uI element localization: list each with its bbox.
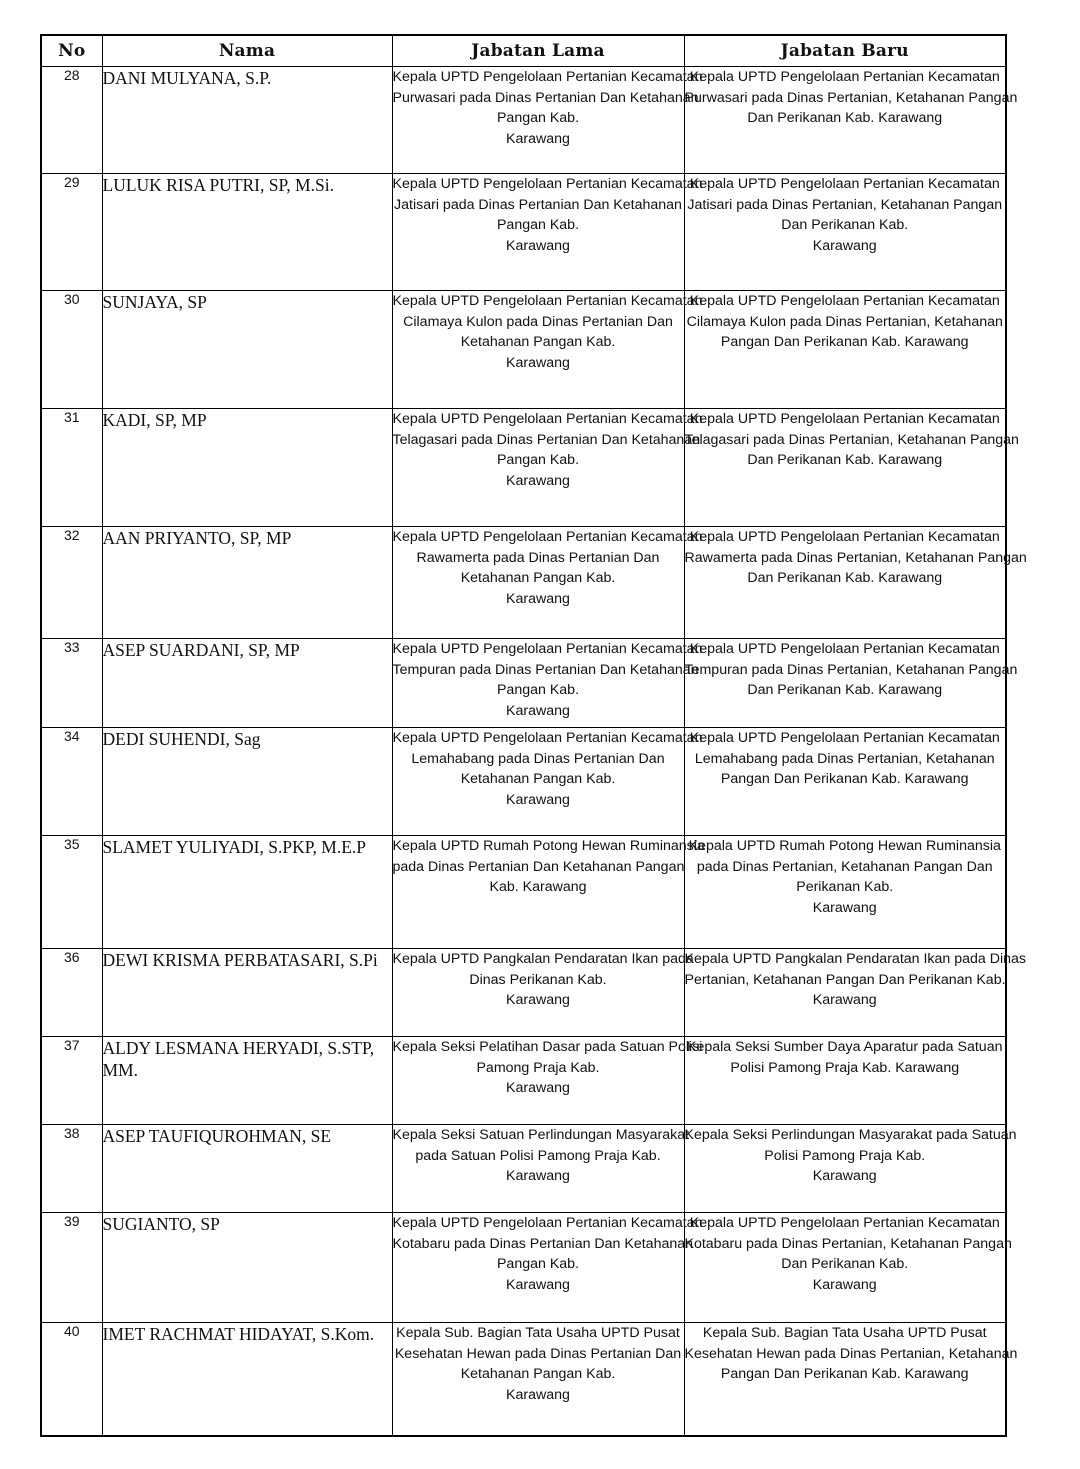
position-line: Pangan Kab. bbox=[496, 452, 580, 468]
position-line: Kepala UPTD Pengelolaan Pertanian Kecamatan bbox=[689, 69, 1000, 85]
position-line: Pangan Dan Perikanan Kab. Karawang bbox=[720, 771, 969, 787]
position-line: Cilamaya Kulon pada Dinas Pertanian Dan bbox=[403, 313, 673, 330]
new-position bbox=[684, 949, 1027, 1037]
table-row bbox=[41, 527, 1006, 639]
position-line: Kepala UPTD Pengelolaan Pertanian Kecamatan bbox=[689, 641, 1000, 657]
position-line: Karawang bbox=[506, 590, 570, 607]
position-change-table bbox=[40, 34, 1027, 1437]
position-line: Kepala UPTD Pangkalan Pendaratan Ikan pada bbox=[392, 951, 694, 967]
table-row bbox=[41, 949, 1006, 1037]
employee-name: IMET RACHMAT HIDAYAT, S.Kom. bbox=[102, 1323, 392, 1436]
position-line: Kepala UPTD Pengelolaan Pertanian Kecamatan bbox=[689, 293, 1000, 309]
new-position bbox=[684, 639, 1018, 728]
table-row bbox=[41, 1125, 1006, 1213]
old-position bbox=[392, 728, 703, 836]
position-line: Karawang bbox=[506, 992, 570, 1008]
position-line: Kepala UPTD Pengelolaan Pertanian Kecamatan bbox=[392, 176, 703, 192]
employee-name: ASEP SUARDANI, SP, MP bbox=[102, 639, 392, 728]
old-position bbox=[392, 1125, 690, 1213]
row-number: 32 bbox=[41, 527, 102, 639]
position-line: Karawang bbox=[812, 1168, 877, 1184]
old-position bbox=[392, 174, 703, 291]
row-number: 29 bbox=[41, 174, 102, 291]
old-position bbox=[392, 639, 703, 728]
header-no: No bbox=[41, 35, 102, 67]
position-line: Kepala UPTD Pengelolaan Pertanian Kecamatan bbox=[392, 411, 703, 427]
position-line: Lemahabang pada Dinas Pertanian, Ketahanan bbox=[694, 750, 995, 767]
position-line: pada Dinas Pertanian Dan Ketahanan Pangan bbox=[392, 858, 685, 875]
position-line: Kepala UPTD Pengelolaan Pertanian Kecamatan bbox=[689, 411, 1000, 427]
position-line: Kepala Seksi Satuan Perlindungan Masyarakat bbox=[392, 1127, 690, 1143]
position-line: Pangan Dan Perikanan Kab. Karawang bbox=[720, 1366, 969, 1382]
position-line: Cilamaya Kulon pada Dinas Pertanian, Ketahanan bbox=[686, 313, 1003, 330]
position-line: Dinas Perikanan Kab. bbox=[469, 971, 607, 988]
row-number: 33 bbox=[41, 639, 102, 728]
old-position bbox=[392, 949, 694, 1037]
position-line: Kepala UPTD Pengelolaan Pertanian Kecamatan bbox=[392, 730, 703, 746]
row-number: 31 bbox=[41, 409, 102, 527]
position-line: Dan Perikanan Kab. Karawang bbox=[747, 452, 943, 468]
position-line: Pangan Kab. bbox=[496, 1256, 580, 1272]
position-line: Kepala UPTD Pengelolaan Pertanian Kecamatan bbox=[689, 529, 1000, 545]
table-row bbox=[41, 67, 1006, 174]
position-line: Karawang bbox=[506, 1276, 570, 1293]
new-position bbox=[684, 1125, 1017, 1213]
position-line: Dan Perikanan Kab. Karawang bbox=[747, 110, 943, 126]
table-row bbox=[41, 1323, 1006, 1436]
new-position bbox=[684, 1323, 1018, 1436]
position-line: Kepala UPTD Rumah Potong Hewan Ruminansia bbox=[688, 838, 1001, 854]
row-number: 39 bbox=[41, 1213, 102, 1323]
new-position bbox=[684, 728, 1006, 836]
position-line: Kepala UPTD Pengelolaan Pertanian Kecamatan bbox=[392, 529, 703, 545]
row-number: 36 bbox=[41, 949, 102, 1037]
employee-name: DANI MULYANA, S.P. bbox=[102, 67, 392, 174]
old-position bbox=[392, 67, 703, 174]
position-line: Kepala UPTD Pangkalan Pendaratan Ikan pada Dinas bbox=[684, 951, 1027, 967]
position-line: Kepala UPTD Pengelolaan Pertanian Kecamatan bbox=[392, 641, 703, 657]
old-position bbox=[392, 836, 705, 949]
row-number: 30 bbox=[41, 291, 102, 409]
position-line: Perikanan Kab. bbox=[796, 879, 894, 895]
position-line: Dan Perikanan Kab. bbox=[781, 1256, 909, 1272]
position-line: pada Satuan Polisi Pamong Praja Kab. bbox=[415, 1147, 661, 1164]
position-line: Karawang bbox=[506, 1080, 570, 1096]
table-body bbox=[41, 67, 1027, 1436]
position-line: Kepala UPTD Pengelolaan Pertanian Kecamatan bbox=[689, 730, 1000, 746]
position-line: Pangan Kab. bbox=[496, 682, 580, 698]
new-position bbox=[684, 174, 1006, 291]
header-new-position: Jabatan Baru bbox=[684, 35, 1006, 67]
position-line: Pangan Kab. bbox=[496, 217, 580, 233]
position-line: Tempuran pada Dinas Pertanian Dan Ketahanan bbox=[392, 661, 699, 678]
position-line: Karawang bbox=[812, 899, 877, 916]
table-row bbox=[41, 836, 1006, 949]
row-number: 28 bbox=[41, 67, 102, 174]
table-row bbox=[41, 174, 1006, 291]
row-number: 37 bbox=[41, 1037, 102, 1125]
old-position bbox=[392, 1323, 684, 1436]
table-row bbox=[41, 291, 1006, 409]
position-line: Kotabaru pada Dinas Pertanian Dan Ketahanan bbox=[392, 1235, 694, 1252]
employee-name: ALDY LESMANA HERYADI, S.STP, MM. bbox=[102, 1037, 392, 1125]
position-line: Kepala Seksi Sumber Daya Aparatur pada Satuan bbox=[687, 1039, 1003, 1055]
position-line: Telagasari pada Dinas Pertanian Dan Ketahanan bbox=[392, 431, 701, 448]
new-position bbox=[684, 291, 1006, 409]
table-row bbox=[41, 1037, 1006, 1125]
new-position bbox=[684, 1037, 1006, 1125]
employee-name: SLAMET YULIYADI, S.PKP, M.E.P bbox=[102, 836, 392, 949]
position-line: Purwasari pada Dinas Pertanian, Ketahanan Pangan bbox=[684, 89, 1018, 106]
position-line: Jatisari pada Dinas Pertanian Dan Ketahanan bbox=[394, 196, 682, 213]
position-line: Telagasari pada Dinas Pertanian, Ketahanan Pangan bbox=[684, 431, 1019, 448]
position-line: Pangan Dan Perikanan Kab. Karawang bbox=[720, 334, 969, 350]
employee-name: SUGIANTO, SP bbox=[102, 1213, 392, 1323]
position-line: Karawang bbox=[506, 130, 570, 147]
position-line: Kepala UPTD Pengelolaan Pertanian Kecamatan bbox=[689, 176, 1000, 192]
position-line: pada Dinas Pertanian, Ketahanan Pangan Dan bbox=[696, 858, 993, 875]
position-line: Kepala UPTD Pengelolaan Pertanian Kecamatan bbox=[689, 1215, 1000, 1231]
employee-name: SUNJAYA, SP bbox=[102, 291, 392, 409]
position-line: Kepala Seksi Perlindungan Masyarakat pada Satuan bbox=[684, 1127, 1017, 1143]
new-position bbox=[684, 836, 1006, 949]
row-number: 34 bbox=[41, 728, 102, 836]
position-line: Polisi Pamong Praja Kab. bbox=[764, 1147, 926, 1164]
position-line: Kepala Seksi Pelatihan Dasar pada Satuan Polisi bbox=[392, 1039, 703, 1055]
table-row bbox=[41, 639, 1006, 728]
position-line: Kab. Karawang bbox=[489, 879, 587, 895]
employee-name: KADI, SP, MP bbox=[102, 409, 392, 527]
position-line: Dan Perikanan Kab. Karawang bbox=[747, 570, 943, 586]
employee-name: DEDI SUHENDI, Sag bbox=[102, 728, 392, 836]
position-line: Kotabaru pada Dinas Pertanian, Ketahanan Pangan bbox=[684, 1235, 1012, 1252]
position-line: Kepala UPTD Rumah Potong Hewan Ruminansia bbox=[392, 838, 705, 854]
table-row bbox=[41, 1213, 1006, 1323]
position-line: Karawang bbox=[506, 1386, 570, 1403]
position-line: Karawang bbox=[506, 702, 570, 719]
position-line: Kepala UPTD Pengelolaan Pertanian Kecamatan bbox=[392, 69, 703, 85]
table-header-row bbox=[41, 35, 1006, 67]
position-line: Ketahanan Pangan Kab. bbox=[460, 771, 616, 787]
position-line: Kepala Sub. Bagian Tata Usaha UPTD Pusat bbox=[702, 1325, 987, 1341]
position-line: Ketahanan Pangan Kab. bbox=[460, 334, 616, 350]
table-row bbox=[41, 409, 1006, 527]
header-old-position: Jabatan Lama bbox=[392, 35, 684, 67]
position-line: Karawang bbox=[506, 237, 570, 254]
position-line: Jatisari pada Dinas Pertanian, Ketahanan Pangan bbox=[687, 196, 1003, 213]
row-number: 38 bbox=[41, 1125, 102, 1213]
old-position bbox=[392, 409, 703, 527]
position-line: Polisi Pamong Praja Kab. Karawang bbox=[730, 1059, 960, 1076]
new-position bbox=[684, 409, 1019, 527]
position-line: Karawang bbox=[506, 472, 570, 489]
employee-name: AAN PRIYANTO, SP, MP bbox=[102, 527, 392, 639]
new-position bbox=[684, 527, 1027, 639]
new-position bbox=[684, 1213, 1012, 1323]
position-line: Kepala Sub. Bagian Tata Usaha UPTD Pusat bbox=[396, 1325, 680, 1341]
position-line: Pamong Praja Kab. bbox=[476, 1059, 600, 1076]
position-line: Kesehatan Hewan pada Dinas Pertanian, Ketahanan bbox=[684, 1345, 1018, 1362]
old-position bbox=[392, 1213, 703, 1323]
employee-name: DEWI KRISMA PERBATASARI, S.Pi bbox=[102, 949, 392, 1037]
position-line: Karawang bbox=[812, 237, 877, 254]
position-line: Ketahanan Pangan Kab. bbox=[460, 1366, 616, 1382]
position-line: Dan Perikanan Kab. Karawang bbox=[747, 682, 943, 698]
header-name: Nama bbox=[102, 35, 392, 67]
old-position bbox=[392, 527, 703, 639]
position-line: Karawang bbox=[506, 354, 570, 371]
position-line: Ketahanan Pangan Kab. bbox=[460, 570, 616, 586]
old-position bbox=[392, 1037, 703, 1125]
old-position bbox=[392, 291, 703, 409]
row-number: 35 bbox=[41, 836, 102, 949]
position-line: Karawang bbox=[812, 992, 877, 1008]
employee-name: ASEP TAUFIQUROHMAN, SE bbox=[102, 1125, 392, 1213]
position-line: Karawang bbox=[506, 791, 570, 808]
position-line: Dan Perikanan Kab. bbox=[781, 217, 909, 233]
position-line: Kepala UPTD Pengelolaan Pertanian Kecamatan bbox=[392, 1215, 703, 1231]
new-position bbox=[684, 67, 1018, 174]
position-line: Kepala UPTD Pengelolaan Pertanian Kecamatan bbox=[392, 293, 703, 309]
position-line: Karawang bbox=[506, 1168, 570, 1184]
position-line: Rawamerta pada Dinas Pertanian, Ketahanan Pangan bbox=[684, 549, 1027, 566]
table-row bbox=[41, 728, 1006, 836]
employee-name: LULUK RISA PUTRI, SP, M.Si. bbox=[102, 174, 392, 291]
position-line: Kesehatan Hewan pada Dinas Pertanian Dan bbox=[394, 1345, 682, 1362]
position-line: Purwasari pada Dinas Pertanian Dan Ketahanan bbox=[392, 89, 699, 106]
position-line: Rawamerta pada Dinas Pertanian Dan bbox=[416, 549, 660, 566]
position-line: Pertanian, Ketahanan Pangan Dan Perikanan Kab. bbox=[684, 971, 1006, 988]
position-line: Pangan Kab. bbox=[496, 110, 580, 126]
position-line: Lemahabang pada Dinas Pertanian Dan bbox=[411, 750, 665, 767]
position-line: Karawang bbox=[812, 1276, 877, 1293]
position-line: Tempuran pada Dinas Pertanian, Ketahanan Pangan bbox=[684, 661, 1018, 678]
row-number: 40 bbox=[41, 1323, 102, 1436]
